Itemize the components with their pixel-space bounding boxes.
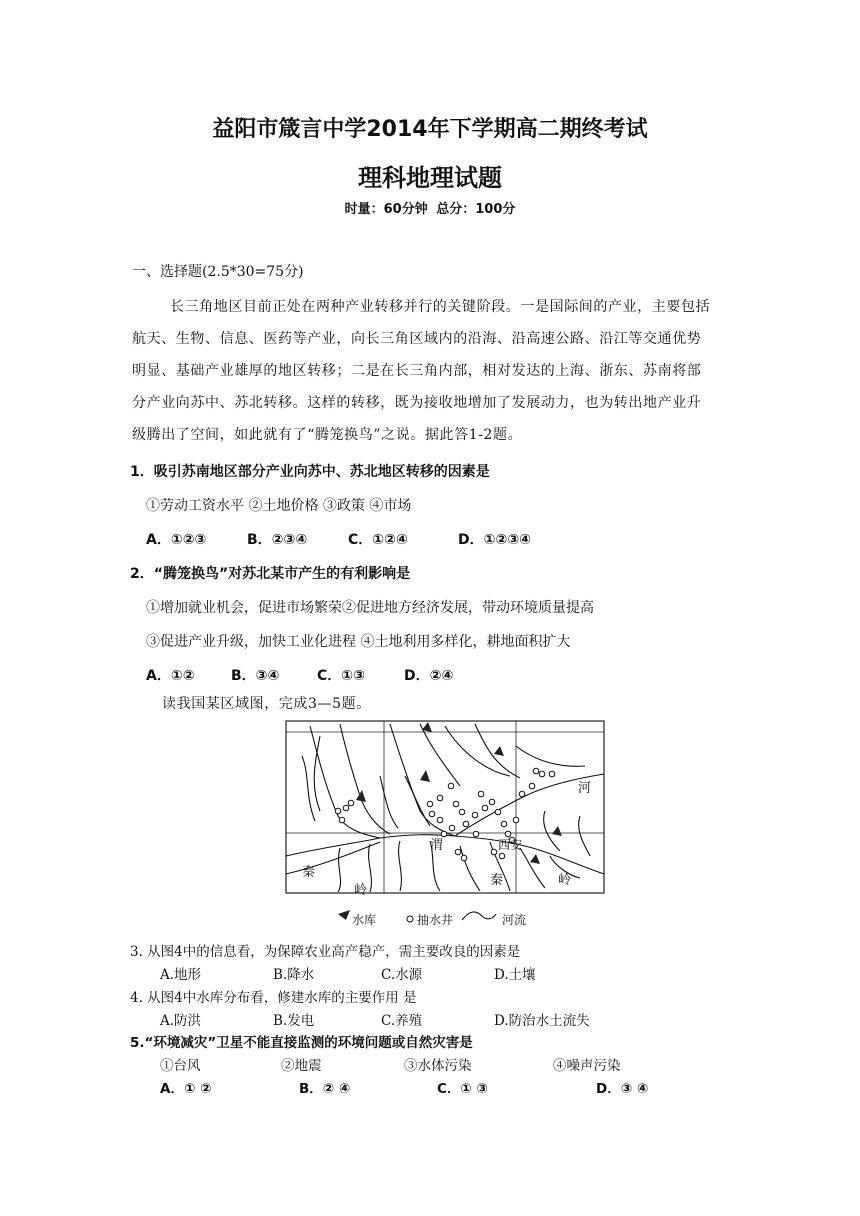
passage-line: 明显、基础产业雄厚的地区转移；二是在长三角内部，相对发达的上海、浙东、苏南将部 bbox=[132, 363, 702, 379]
question-2-items-1: ①增加就业机会，促进市场繁荣②促进地方经济发展，带动环境质量提高 bbox=[146, 600, 594, 616]
passage-line: 分产业向苏中、苏北转移。这样的转移，既为接收地增加了发展动力，也为转出地产业升 bbox=[132, 395, 702, 411]
option-c: C．①③ bbox=[317, 668, 365, 684]
label-ling-1: 岭 bbox=[354, 883, 368, 898]
question-5-item: ①台风 bbox=[160, 1058, 201, 1074]
legend-river: 河流 bbox=[502, 913, 527, 927]
option-c: C.水源 bbox=[381, 967, 423, 983]
option-c: C.养殖 bbox=[381, 1013, 423, 1029]
exam-meta: 时量：60分钟 总分：100分 bbox=[344, 202, 516, 217]
question-5-item: ④噪声污染 bbox=[553, 1058, 621, 1074]
question-2-items-2: ③促进产业升级，加快工业化进程 ④土地利用多样化，耕地面积扩大 bbox=[146, 634, 571, 650]
question-3-stem: 3. 从图4中的信息看，为保障农业高产稳产，需主要改良的因素是 bbox=[130, 944, 521, 960]
passage-line: 级腾出了空间，如此就有了“腾笼换鸟”之说。据此答1-2题。 bbox=[132, 427, 523, 443]
option-d: D.土壤 bbox=[494, 967, 536, 983]
question-2-stem: 2．“腾笼换鸟”对苏北某市产生的有利影响是 bbox=[130, 566, 411, 582]
option-b: B．②③④ bbox=[247, 532, 308, 548]
label-he: 河 bbox=[578, 781, 592, 796]
option-a: A.地形 bbox=[160, 967, 202, 983]
passage-line: 长三角地区目前正处在两种产业转移并行的关键阶段。一是国际间的产业，主要包括 bbox=[170, 299, 711, 315]
option-d: D.防治水土流失 bbox=[494, 1013, 590, 1029]
legend-river-icon bbox=[462, 912, 496, 920]
option-b: B．② ④ bbox=[299, 1081, 351, 1097]
exam-title: 益阳市箴言中学2014年下学期高二期终考试 bbox=[212, 117, 648, 142]
legend-well-icon bbox=[407, 916, 413, 922]
question-5-item: ②地震 bbox=[281, 1058, 322, 1074]
option-c: C．①②④ bbox=[348, 532, 408, 548]
question-1-items: ①劳动工资水平 ②土地价格 ③政策 ④市场 bbox=[146, 498, 412, 514]
option-d: D．①②③④ bbox=[458, 532, 532, 548]
option-d: D．③ ④ bbox=[596, 1081, 649, 1097]
map-intro: 读我国某区域图，完成3—5题。 bbox=[162, 696, 371, 712]
option-a: A．①②③ bbox=[146, 532, 207, 548]
label-wei: 渭 bbox=[430, 838, 444, 853]
legend-reservoir-icon bbox=[338, 910, 350, 920]
label-qin-2: 秦 bbox=[490, 873, 504, 888]
question-4-stem: 4. 从图4中水库分布看，修建水库的主要作用 是 bbox=[130, 990, 417, 1006]
option-b: B.降水 bbox=[273, 967, 315, 983]
exam-subtitle: 理科地理试题 bbox=[358, 164, 502, 192]
option-b: B．③④ bbox=[231, 668, 280, 684]
map-legend bbox=[338, 910, 526, 927]
river-lines bbox=[286, 724, 604, 892]
legend-reservoir: 水库 bbox=[352, 913, 377, 927]
legend-well: 抽水井 bbox=[417, 913, 454, 927]
label-xian: 西安 bbox=[498, 838, 523, 852]
option-a: A．① ② bbox=[160, 1081, 212, 1097]
option-d: D．②④ bbox=[404, 668, 454, 684]
passage-line: 航天、生物、信息、医药等产业，向长三角区域内的沿海、沿高速公路、沿江等交通优势 bbox=[132, 331, 702, 347]
question-1-stem: 1．吸引苏南地区部分产业向苏中、苏北地区转移的因素是 bbox=[130, 464, 490, 480]
section-heading: 一、选择题(2.5*30=75分) bbox=[132, 264, 304, 280]
option-c: C．① ③ bbox=[437, 1081, 488, 1097]
question-5-item: ③水体污染 bbox=[404, 1058, 472, 1074]
option-a: A.防洪 bbox=[160, 1013, 202, 1029]
option-b: B.发电 bbox=[273, 1013, 315, 1029]
label-ling-2: 岭 bbox=[558, 873, 572, 888]
label-qin-1: 秦 bbox=[302, 865, 316, 880]
option-a: A．①② bbox=[146, 668, 195, 684]
region-map bbox=[280, 716, 610, 932]
question-5-stem: 5.“环境减灾”卫星不能直接监测的环境问题或自然灾害是 bbox=[130, 1035, 473, 1051]
